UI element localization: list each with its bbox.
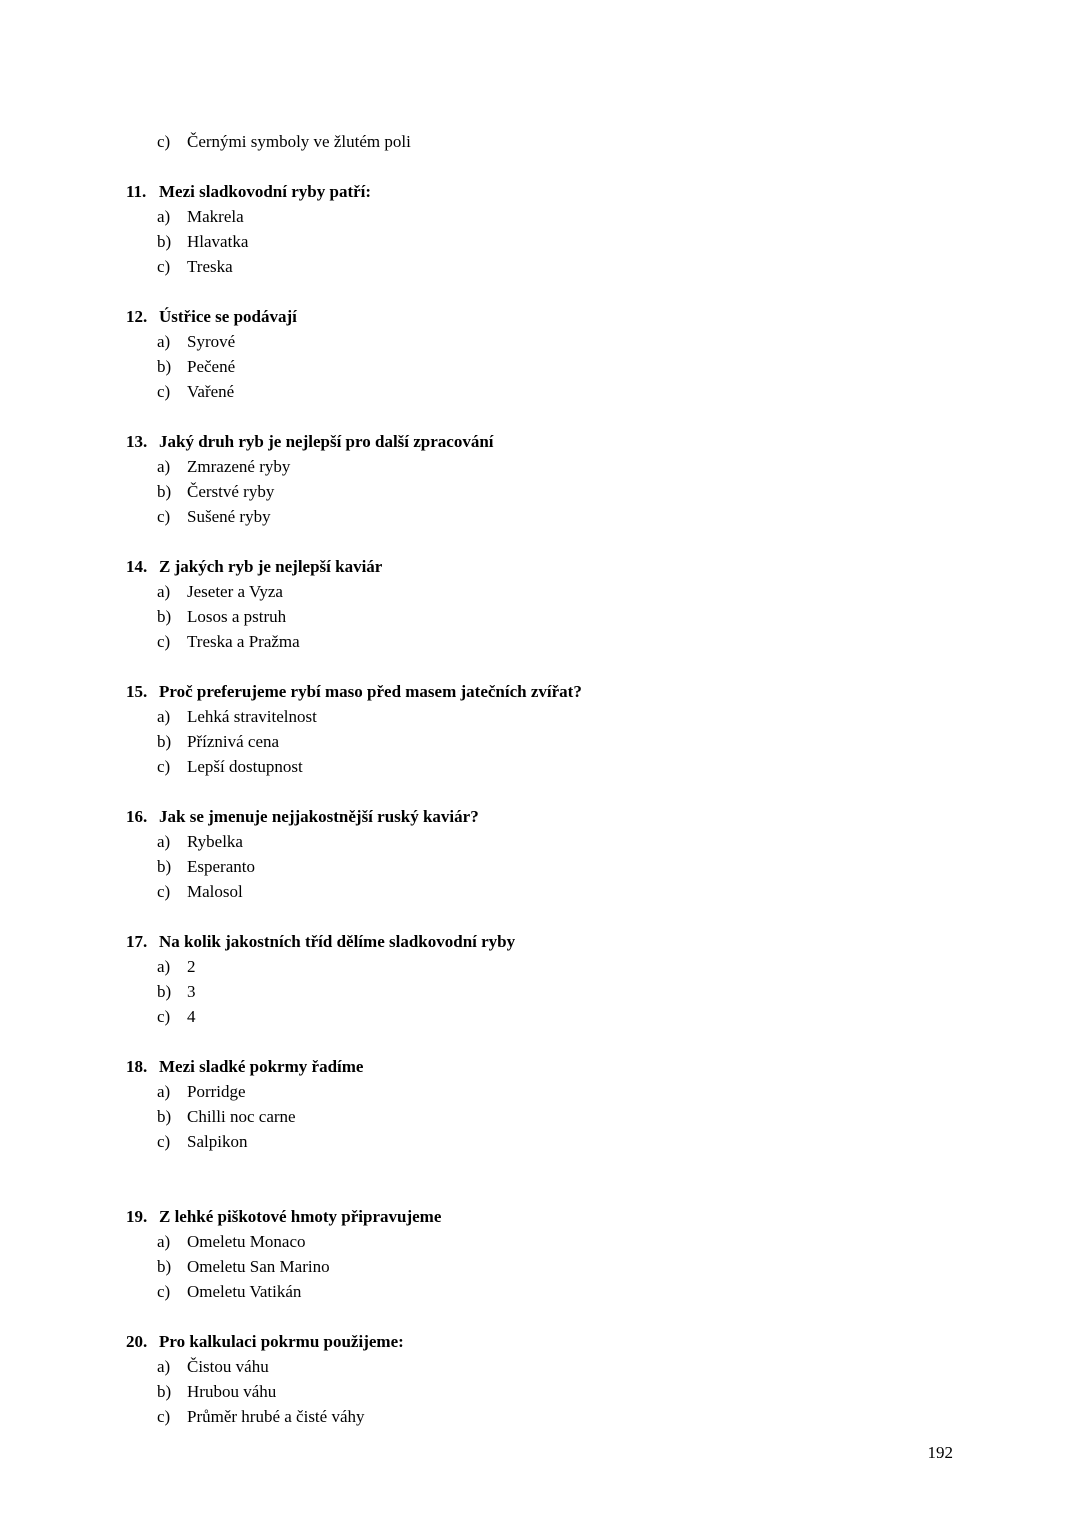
option-text: Čerstvé ryby xyxy=(187,482,275,501)
option-letter: a) xyxy=(157,707,171,726)
option-row xyxy=(157,329,1020,354)
option-text: Omeletu Monaco xyxy=(187,1232,306,1251)
option-letter: c) xyxy=(157,1407,171,1426)
option-row xyxy=(157,1254,1020,1279)
question-heading xyxy=(126,554,1020,579)
option-text: Syrové xyxy=(187,332,236,351)
question-block xyxy=(126,1054,1020,1154)
question-block xyxy=(126,304,1020,404)
options-list xyxy=(126,454,1020,529)
options-list xyxy=(126,1229,1020,1304)
option-letter: b) xyxy=(157,732,172,751)
option-row xyxy=(157,1004,1020,1029)
option-row xyxy=(157,579,1020,604)
option-text: Hlavatka xyxy=(187,232,249,251)
option-letter: b) xyxy=(157,482,172,501)
question-block xyxy=(126,679,1020,779)
question-number: 17. xyxy=(126,932,148,951)
option-row xyxy=(157,354,1020,379)
option-letter: a) xyxy=(157,332,171,351)
option-letter: b) xyxy=(157,982,172,1001)
option-letter: c) xyxy=(157,257,171,276)
option-row xyxy=(157,254,1020,279)
option-text: Lehká stravitelnost xyxy=(187,707,317,726)
option-letter: b) xyxy=(157,1382,172,1401)
options-list xyxy=(126,954,1020,1029)
question-block xyxy=(126,179,1020,279)
question-number: 19. xyxy=(126,1207,148,1226)
option-letter: a) xyxy=(157,1082,171,1101)
option-row xyxy=(157,229,1020,254)
question-text: Mezi sladké pokrmy řadíme xyxy=(159,1057,364,1076)
question-heading xyxy=(126,804,1020,829)
question-block xyxy=(126,804,1020,904)
option-letter: b) xyxy=(157,1107,172,1126)
question-heading xyxy=(126,429,1020,454)
option-row xyxy=(157,754,1020,779)
page-number: 192 xyxy=(927,1443,953,1462)
option-text: Esperanto xyxy=(187,857,255,876)
question-block xyxy=(126,1204,1020,1304)
option-letter: c) xyxy=(157,507,171,526)
option-text: Černými symboly ve žlutém poli xyxy=(187,132,411,151)
option-letter: c) xyxy=(157,632,171,651)
option-row xyxy=(157,729,1020,754)
question-number: 16. xyxy=(126,807,148,826)
question-heading xyxy=(126,1204,1020,1229)
option-letter: b) xyxy=(157,857,172,876)
option-letter: c) xyxy=(157,132,171,151)
option-text: Vařené xyxy=(187,382,235,401)
option-text: Pečené xyxy=(187,357,236,376)
option-text: Lepší dostupnost xyxy=(187,757,303,776)
questions-list xyxy=(126,179,1020,1429)
option-letter: b) xyxy=(157,357,172,376)
option-row xyxy=(157,1404,1020,1429)
option-letter: c) xyxy=(157,1132,171,1151)
options-list xyxy=(126,204,1020,279)
option-row xyxy=(157,1104,1020,1129)
option-letter: c) xyxy=(157,882,171,901)
question-heading xyxy=(126,304,1020,329)
options-list xyxy=(126,579,1020,654)
option-text: Losos a pstruh xyxy=(187,607,287,626)
option-row xyxy=(157,479,1020,504)
orphan-option xyxy=(157,129,1020,154)
option-text: Čistou váhu xyxy=(187,1357,269,1376)
option-text: Malosol xyxy=(187,882,243,901)
options-list xyxy=(126,1079,1020,1154)
question-block xyxy=(126,554,1020,654)
option-letter: c) xyxy=(157,757,171,776)
option-text: Jeseter a Vyza xyxy=(187,582,283,601)
question-heading xyxy=(126,1054,1020,1079)
option-letter: a) xyxy=(157,1357,171,1376)
option-row xyxy=(157,379,1020,404)
question-number: 18. xyxy=(126,1057,148,1076)
option-row xyxy=(157,1379,1020,1404)
option-text: Treska a Pražma xyxy=(187,632,300,651)
option-letter: a) xyxy=(157,457,171,476)
question-number: 11. xyxy=(126,182,147,201)
option-text: Salpikon xyxy=(187,1132,248,1151)
question-text: Ústřice se podávají xyxy=(159,307,297,326)
option-text: Porridge xyxy=(187,1082,246,1101)
option-row xyxy=(157,1279,1020,1304)
options-list xyxy=(126,329,1020,404)
option-text: 4 xyxy=(187,1007,196,1026)
option-letter: a) xyxy=(157,832,171,851)
option-letter: a) xyxy=(157,1232,171,1251)
question-text: Pro kalkulaci pokrmu použijeme: xyxy=(159,1332,404,1351)
question-text: Jak se jmenuje nejjakostnější ruský kaviár? xyxy=(159,807,479,826)
question-number: 15. xyxy=(126,682,148,701)
option-row xyxy=(157,704,1020,729)
option-letter: c) xyxy=(157,382,171,401)
option-letter: b) xyxy=(157,232,172,251)
option-text: Chilli noc carne xyxy=(187,1107,296,1126)
option-row xyxy=(157,1129,1020,1154)
question-text: Jaký druh ryb je nejlepší pro další zpracování xyxy=(159,432,494,451)
options-list xyxy=(126,829,1020,904)
option-row xyxy=(157,854,1020,879)
question-number: 13. xyxy=(126,432,148,451)
option-letter: b) xyxy=(157,1257,172,1276)
question-block xyxy=(126,1329,1020,1429)
option-row xyxy=(157,1229,1020,1254)
option-row xyxy=(157,454,1020,479)
option-text: Rybelka xyxy=(187,832,243,851)
question-number: 20. xyxy=(126,1332,148,1351)
question-block xyxy=(126,929,1020,1029)
option-letter: b) xyxy=(157,607,172,626)
question-text: Z lehké piškotové hmoty připravujeme xyxy=(159,1207,442,1226)
question-heading xyxy=(126,929,1020,954)
option-text: Hrubou váhu xyxy=(187,1382,277,1401)
option-row xyxy=(157,204,1020,229)
options-list xyxy=(126,704,1020,779)
option-text: Zmrazené ryby xyxy=(187,457,291,476)
option-letter: c) xyxy=(157,1282,171,1301)
option-row xyxy=(157,1354,1020,1379)
option-row xyxy=(157,829,1020,854)
option-text: Treska xyxy=(187,257,233,276)
option-text: Sušené ryby xyxy=(187,507,271,526)
option-row xyxy=(157,604,1020,629)
option-row xyxy=(157,504,1020,529)
option-row xyxy=(157,979,1020,1004)
option-row xyxy=(157,879,1020,904)
question-number: 12. xyxy=(126,307,148,326)
option-letter: a) xyxy=(157,957,171,976)
option-letter: a) xyxy=(157,207,171,226)
option-text: Omeletu San Marino xyxy=(187,1257,330,1276)
option-row xyxy=(157,954,1020,979)
question-number: 14. xyxy=(126,557,148,576)
option-text: Průměr hrubé a čisté váhy xyxy=(187,1407,365,1426)
option-row xyxy=(157,1079,1020,1104)
option-text: 2 xyxy=(187,957,196,976)
question-heading xyxy=(126,679,1020,704)
option-letter: c) xyxy=(157,1007,171,1026)
question-text: Na kolik jakostních tříd dělíme sladkovodní ryby xyxy=(159,932,516,951)
option-text: Makrela xyxy=(187,207,244,226)
option-text: Příznivá cena xyxy=(187,732,280,751)
question-text: Z jakých ryb je nejlepší kaviár xyxy=(159,557,383,576)
option-letter: a) xyxy=(157,582,171,601)
question-heading xyxy=(126,1329,1020,1354)
question-heading xyxy=(126,179,1020,204)
question-text: Mezi sladkovodní ryby patří: xyxy=(159,182,372,201)
option-row xyxy=(157,629,1020,654)
question-text: Proč preferujeme rybí maso před masem jatečních zvířat? xyxy=(159,682,582,701)
option-text: 3 xyxy=(187,982,196,1001)
question-block xyxy=(126,429,1020,529)
option-text: Omeletu Vatikán xyxy=(187,1282,302,1301)
options-list xyxy=(126,1354,1020,1429)
